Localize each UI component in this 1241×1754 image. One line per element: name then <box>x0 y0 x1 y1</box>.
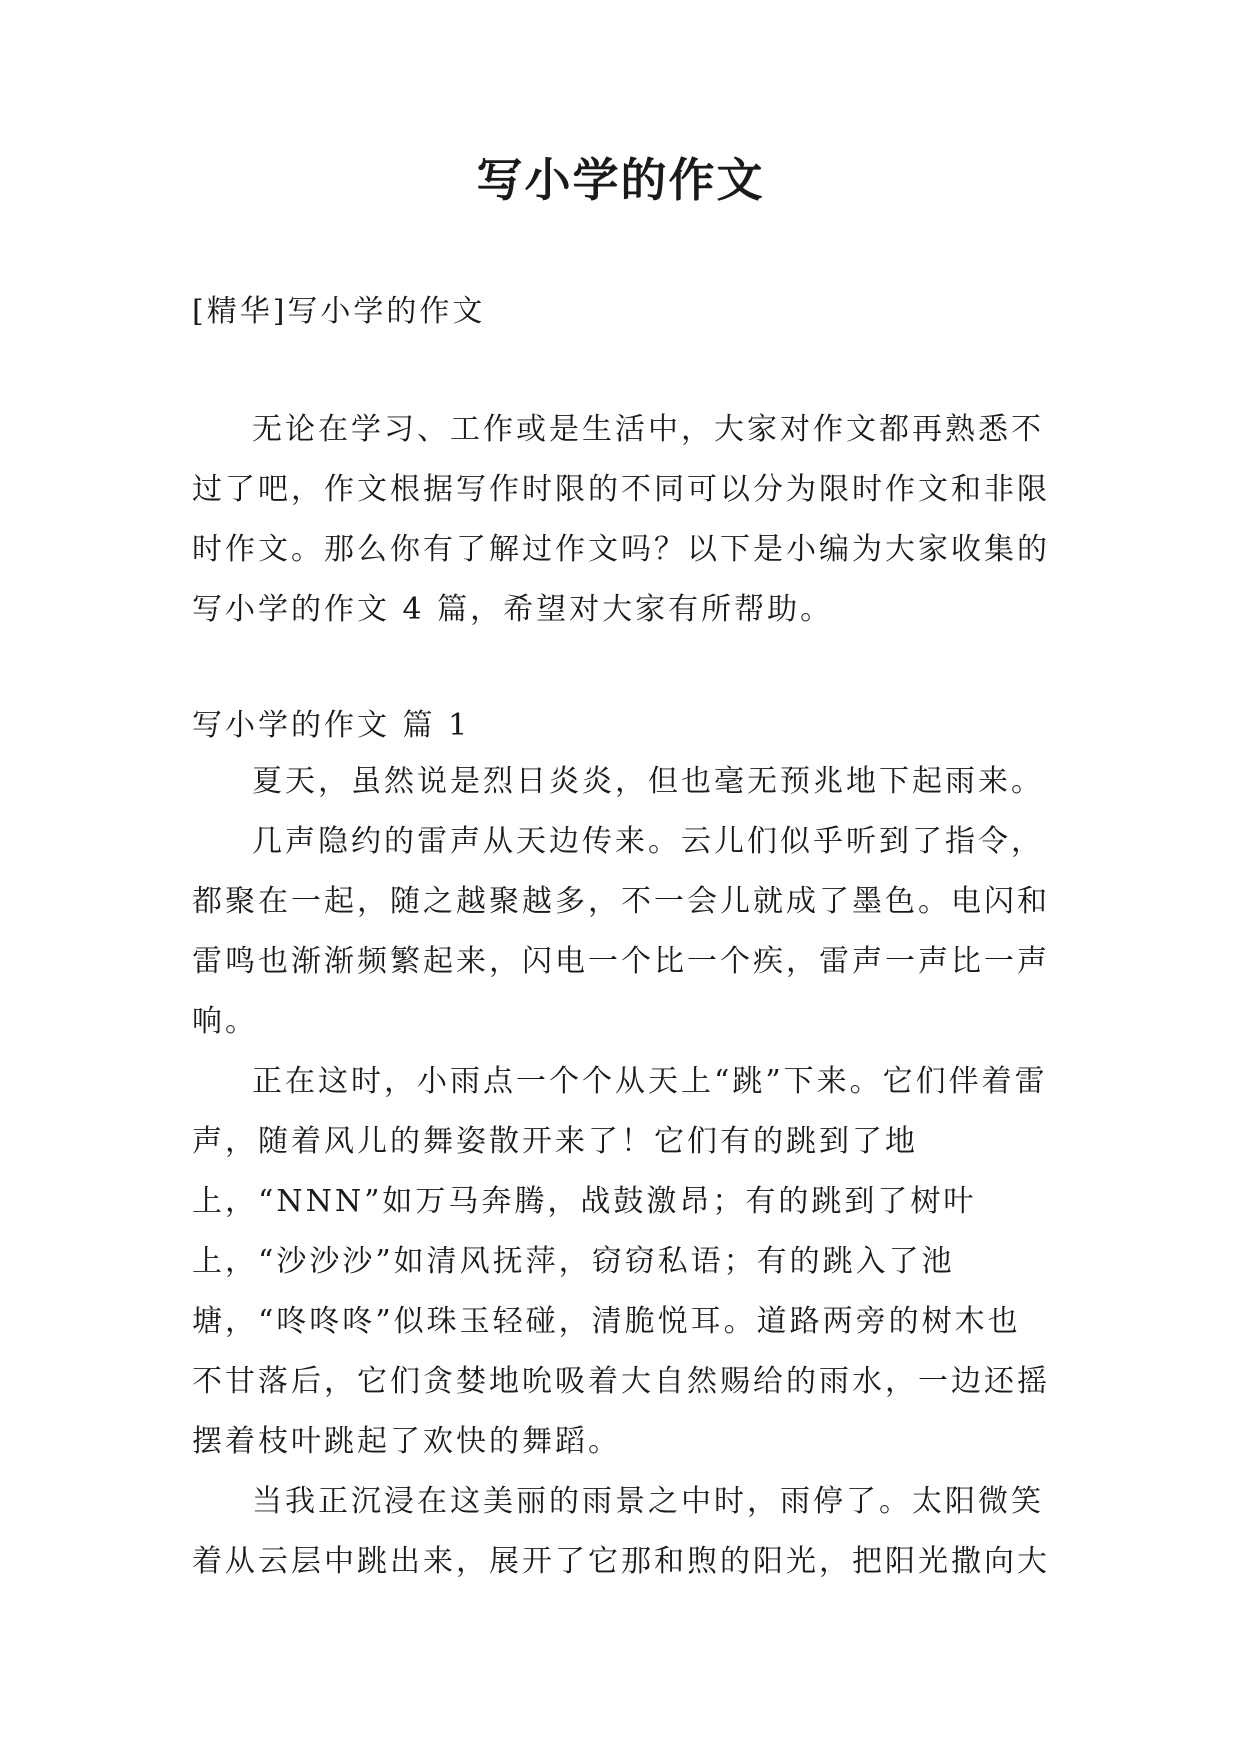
document-subtitle: [精华]写小学的作文 <box>192 294 486 329</box>
paragraph: 当我正沉浸在这美丽的雨景之中时，雨停了。太阳微笑着从云层中跳出来，展开了它那和煦的阳光，把阳光撒向大 <box>192 1484 1050 1579</box>
paragraph: 几声隐约的雷声从天边传来。云儿们似乎听到了指令，都聚在一起，随之越聚越多，不一会儿就成了墨色。电闪和雷鸣也渐渐频繁起来，闪电一个比一个疾，雷声一声比一声响。 <box>192 824 1050 1039</box>
paragraph: 正在这时，小雨点一个个从天上“跳”下来。它们伴着雷声，随着风儿的舞姿散开来了！它们有的跳到了地上，“NNN”如万马奔腾，战鼓激昂；有的跳到了树叶上，“沙沙沙”如清风抚萍，窃窃私语；有的跳入了池塘，“咚咚咚”似珠玉轻碰，清脆悦耳。道路两旁的树木也不甘落后，它们贪婪地吮吸着大自然赐给的雨水，一边还摇摆着枝叶跳起了欢快的舞蹈。 <box>192 1064 1050 1459</box>
section-body <box>192 752 1052 1592</box>
page-title: 写小学的作文 <box>476 153 765 207</box>
paragraph: 夏天，虽然说是烈日炎炎，但也毫无预兆地下起雨来。 <box>252 764 1044 799</box>
intro-paragraph: 无论在学习、工作或是生活中，大家对作文都再熟悉不过了吧，作文根据写作时限的不同可以分为限时作文和非限时作文。那么你有了解过作文吗？以下是小编为大家收集的写小学的作文 4 篇，希望对大家有所帮助。 <box>192 412 1050 627</box>
intro-paragraph-block <box>192 400 1052 640</box>
section-title: 写小学的作文 篇 1 <box>192 708 471 743</box>
